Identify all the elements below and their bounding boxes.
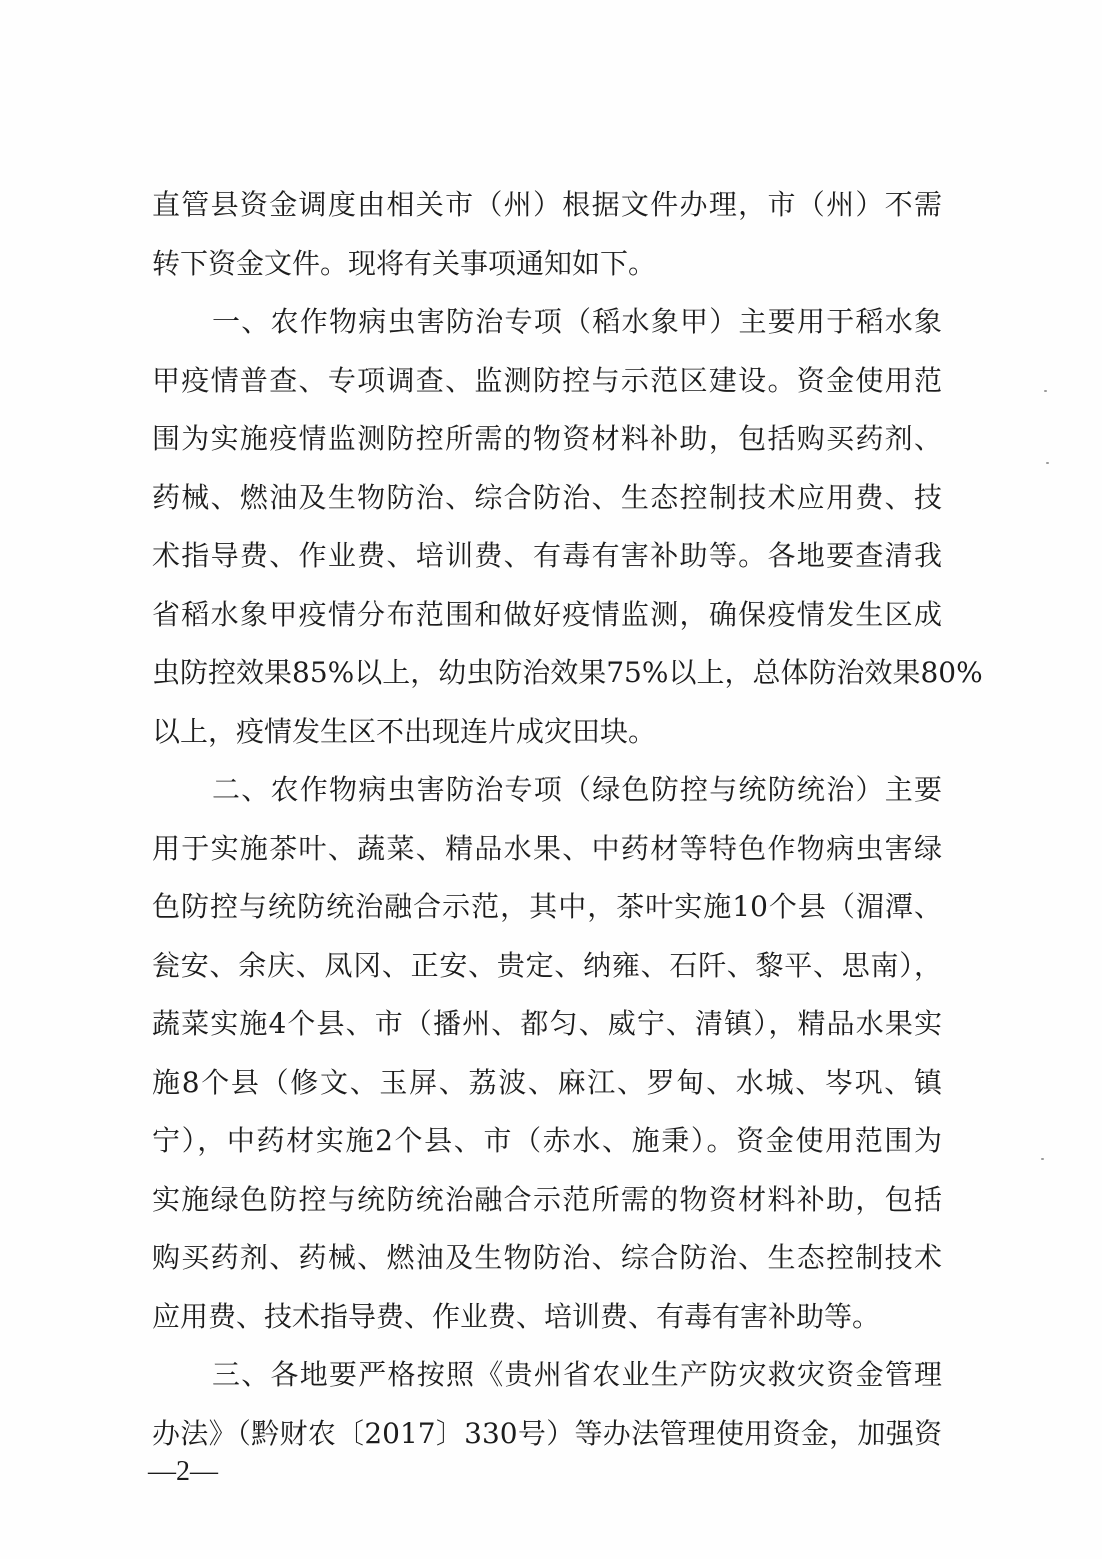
scan-speck [1041, 1158, 1044, 1160]
text-line: 办法》（黔财农〔2017〕330号）等办法管理使用资金，加强资 [152, 1416, 942, 1450]
paragraph [152, 176, 942, 293]
text-line: 一、农作物病虫害防治专项（稻水象甲）主要用于稻水象 [212, 305, 942, 338]
text-line: 直管县资金调度由相关市（州）根据文件办理，市（州）不需 [152, 188, 942, 221]
scan-speck [1044, 390, 1047, 392]
text-line: 以上，疫情发生区不出现连片成灾田块。 [152, 714, 657, 748]
text-line: 虫防控效果85%以上，幼虫防治效果75%以上，总体防治效果80% [152, 656, 983, 689]
text-line: 实施绿色防控与统防统治融合示范所需的物资材料补助，包括 [152, 1182, 942, 1216]
text-line: 施8个县（修文、玉屏、荔波、麻江、罗甸、水城、岑巩、镇 [152, 1065, 942, 1099]
text-line: 三、各地要严格按照《贵州省农业生产防灾救灾资金管理 [212, 1358, 942, 1391]
text-line: 宁），中药材实施2个县、市（赤水、施秉）。资金使用范围为 [152, 1124, 942, 1157]
text-line: 瓮安、余庆、凤冈、正安、贵定、纳雍、石阡、黎平、思南）， [152, 948, 942, 982]
text-line: 蔬菜实施4个县、市（播州、都匀、威宁、清镇），精品水果实 [152, 1007, 942, 1040]
text-line: 购买药剂、药械、燃油及生物防治、综合防治、生态控制技术 [152, 1241, 942, 1274]
text-line: 二、农作物病虫害防治专项（绿色防控与统防统治）主要 [212, 773, 942, 806]
text-line: 转下资金文件。现将有关事项通知如下。 [152, 246, 657, 280]
body-text [152, 176, 983, 1463]
text-line: 围为实施疫情监测防控所需的物资材料补助，包括购买药剂、 [152, 422, 942, 455]
paragraph [152, 1346, 942, 1463]
text-line: 用于实施茶叶、蔬菜、精品水果、中药材等特色作物病虫害绿 [152, 831, 942, 865]
text-line: 省稻水象甲疫情分布范围和做好疫情监测，确保疫情发生区成 [152, 597, 942, 631]
page-number: —2— [148, 1456, 218, 1487]
text-line: 甲疫情普查、专项调查、监测防控与示范区建设。资金使用范 [152, 363, 942, 397]
text-line: 药械、燃油及生物防治、综合防治、生态控制技术应用费、技 [152, 480, 942, 514]
text-line: 术指导费、作业费、培训费、有毒有害补助等。各地要查清我 [152, 539, 942, 572]
scan-speck [1046, 462, 1049, 464]
text-line: 色防控与统防统治融合示范，其中，茶叶实施10个县（湄潭、 [152, 890, 942, 923]
text-line: 应用费、技术指导费、作业费、培训费、有毒有害补助等。 [152, 1299, 881, 1333]
paragraph [152, 761, 942, 1346]
paragraph [152, 293, 983, 761]
